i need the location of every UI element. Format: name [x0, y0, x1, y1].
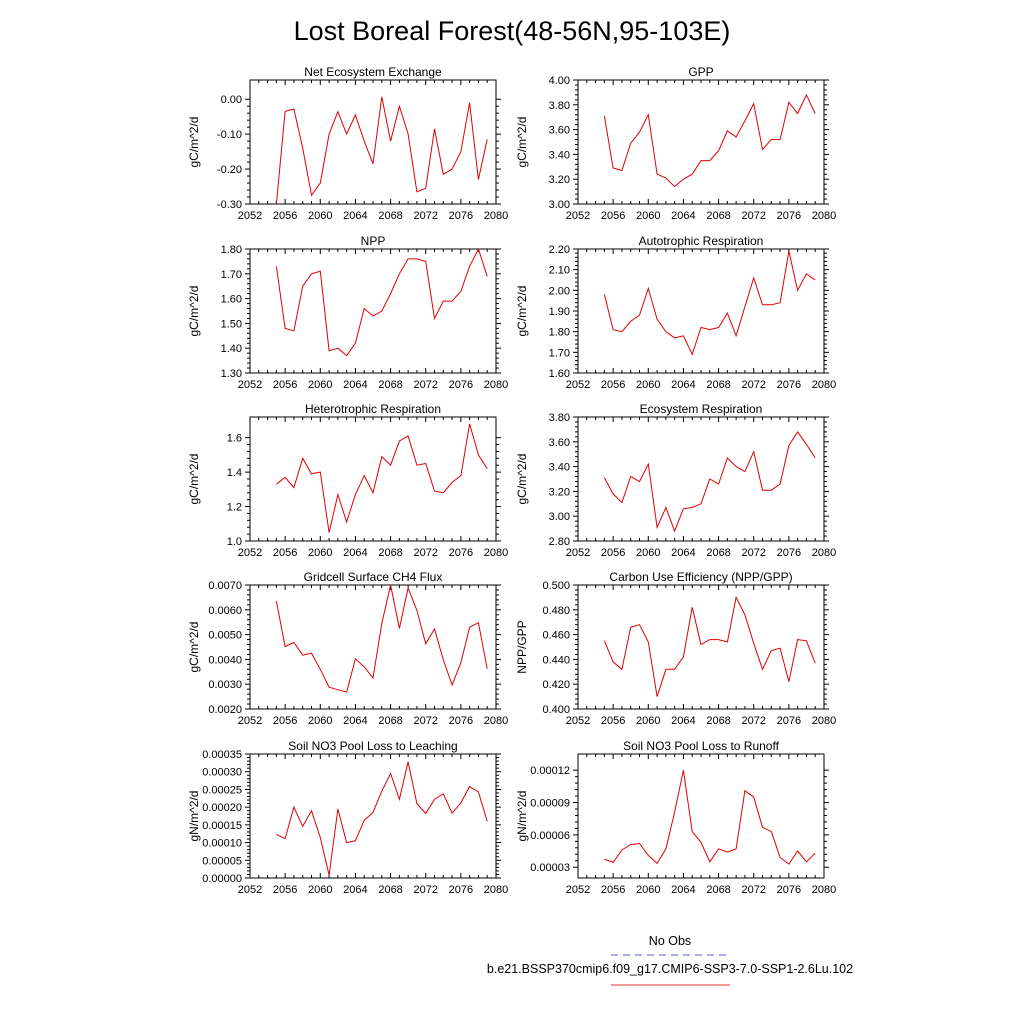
- x-tick-label: 2056: [272, 210, 298, 222]
- plot-frame: [250, 754, 496, 878]
- x-tick-label: 2080: [811, 210, 837, 222]
- panel-title: Soil NO3 Pool Loss to Leaching: [288, 739, 458, 753]
- x-tick-label: 2068: [378, 884, 403, 896]
- x-tick-label: 2072: [741, 210, 766, 222]
- y-tick-label: 0.480: [542, 604, 570, 617]
- y-tick-label: 0.440: [542, 654, 570, 667]
- x-tick-label: 2060: [308, 715, 333, 727]
- x-tick-label: 2060: [308, 379, 333, 391]
- panel-title: Autotrophic Respiration: [638, 234, 764, 248]
- y-tick-label: 0.00020: [202, 802, 242, 815]
- y-tick-label: 0.00003: [530, 862, 570, 875]
- x-tick-label: 2072: [413, 715, 438, 727]
- y-axis-label: gC/m^2/d: [515, 285, 529, 337]
- x-tick-label: 2060: [636, 884, 661, 896]
- x-tick-label: 2076: [776, 547, 802, 559]
- x-tick-label: 2064: [671, 715, 696, 727]
- x-tick-label: 2072: [741, 715, 766, 727]
- y-tick-label: 1.80: [220, 244, 242, 256]
- y-tick-label: -0.20: [216, 164, 242, 177]
- x-tick-label: 2064: [671, 547, 696, 559]
- x-tick-label: 2072: [741, 547, 766, 559]
- panel-title: Soil NO3 Pool Loss to Runoff: [623, 739, 779, 753]
- y-axis-label: gC/m^2/d: [187, 453, 201, 505]
- x-tick-label: 2068: [378, 547, 403, 559]
- x-tick-label: 2056: [272, 884, 298, 896]
- x-tick-label: 2056: [600, 210, 626, 222]
- y-axis-label: gN/m^2/d: [187, 790, 201, 842]
- y-tick-label: 0.500: [542, 580, 570, 592]
- x-tick-label: 2076: [448, 210, 474, 222]
- x-tick-label: 2076: [448, 379, 474, 391]
- y-tick-label: 0.00: [220, 94, 242, 107]
- y-tick-label: 3.20: [548, 174, 570, 187]
- panel-title: Gridcell Surface CH4 Flux: [303, 570, 443, 584]
- y-tick-label: 1.4: [226, 467, 242, 480]
- panel-title: GPP: [688, 65, 714, 79]
- y-tick-label: 1.60: [548, 368, 570, 380]
- y-axis-label: gC/m^2/d: [187, 285, 201, 337]
- y-tick-label: 1.80: [548, 326, 570, 339]
- series-line: [604, 251, 815, 354]
- y-tick-label: 0.0050: [208, 629, 242, 642]
- y-tick-label: 0.00030: [202, 766, 242, 779]
- series-line: [604, 597, 815, 696]
- y-tick-label: 0.0060: [208, 604, 242, 617]
- x-tick-label: 2068: [706, 884, 731, 896]
- y-tick-label: 3.60: [548, 436, 570, 449]
- y-axis-label: gC/m^2/d: [515, 116, 529, 168]
- y-tick-label: 1.70: [548, 347, 570, 360]
- x-tick-label: 2052: [565, 884, 591, 896]
- y-axis-label: gC/m^2/d: [515, 453, 529, 505]
- series-line: [604, 432, 815, 531]
- y-tick-label: 2.00: [548, 285, 570, 298]
- y-tick-label: 1.50: [220, 318, 242, 331]
- x-tick-label: 2052: [237, 379, 263, 391]
- plot-frame: [578, 249, 824, 373]
- figure-title: Lost Boreal Forest(48-56N,95-103E): [293, 16, 731, 46]
- x-tick-label: 2068: [378, 715, 403, 727]
- y-tick-label: 1.0: [226, 536, 242, 548]
- series-line: [276, 249, 487, 356]
- x-tick-label: 2072: [741, 884, 766, 896]
- x-tick-label: 2080: [483, 210, 509, 222]
- y-tick-label: 0.420: [542, 679, 570, 692]
- legend-label-model: b.e21.BSSP370cmip6.f09_g17.CMIP6-SSP3-7.0-SSP1-2.6Lu.102: [486, 962, 854, 976]
- series-line: [276, 585, 487, 692]
- y-tick-label: 0.460: [542, 629, 570, 642]
- x-tick-label: 2072: [741, 379, 766, 391]
- x-tick-label: 2080: [483, 379, 509, 391]
- x-tick-label: 2072: [413, 547, 438, 559]
- panel-4: [187, 402, 508, 559]
- x-tick-label: 2072: [413, 379, 438, 391]
- panel-title: Heterotrophic Respiration: [304, 402, 442, 416]
- plot-frame: [578, 585, 824, 709]
- x-tick-label: 2072: [413, 210, 438, 222]
- y-axis-label: NPP/GPP: [515, 620, 529, 674]
- x-tick-label: 2060: [308, 884, 333, 896]
- y-tick-label: 0.0040: [208, 654, 242, 667]
- x-tick-label: 2068: [378, 210, 403, 222]
- series-line: [276, 424, 487, 533]
- y-tick-label: 3.40: [548, 461, 570, 474]
- y-tick-label: 0.0020: [208, 704, 242, 716]
- y-axis-label: gC/m^2/d: [187, 116, 201, 168]
- legend-label-obs: No Obs: [648, 934, 692, 948]
- panel-5: [515, 402, 836, 559]
- y-tick-label: 0.400: [542, 704, 570, 716]
- y-axis-label: gN/m^2/d: [515, 790, 529, 842]
- y-tick-label: 3.80: [548, 412, 570, 424]
- y-tick-label: 1.30: [220, 368, 242, 380]
- x-tick-label: 2064: [671, 210, 696, 222]
- plot-frame: [578, 80, 824, 204]
- x-tick-label: 2064: [343, 884, 368, 896]
- x-tick-label: 2076: [448, 547, 474, 559]
- y-tick-label: 0.00025: [202, 784, 242, 797]
- x-tick-label: 2076: [448, 884, 474, 896]
- legend: [487, 934, 853, 985]
- x-tick-label: 2052: [565, 379, 591, 391]
- x-tick-label: 2052: [237, 210, 263, 222]
- y-tick-label: 2.80: [548, 536, 570, 548]
- x-tick-label: 2060: [636, 210, 661, 222]
- y-tick-label: 0.0070: [208, 580, 242, 592]
- panel-7: [515, 570, 836, 727]
- x-tick-label: 2080: [483, 715, 509, 727]
- y-tick-label: -0.10: [216, 129, 242, 142]
- y-tick-label: 1.6: [226, 432, 242, 445]
- panel-9: [515, 739, 836, 896]
- panel-title: Ecosystem Respiration: [639, 402, 763, 416]
- panel-title: Net Ecosystem Exchange: [304, 65, 442, 79]
- plot-frame: [250, 585, 496, 709]
- x-tick-label: 2060: [636, 379, 661, 391]
- panel-title: Carbon Use Efficiency (NPP/GPP): [609, 570, 793, 584]
- y-tick-label: 3.40: [548, 149, 570, 162]
- plot-frame: [250, 249, 496, 373]
- panel-6: [187, 570, 508, 727]
- y-tick-label: -0.30: [216, 199, 242, 211]
- y-tick-label: 3.00: [548, 199, 570, 211]
- panel-3: [515, 234, 836, 391]
- y-tick-label: 2.10: [548, 264, 570, 277]
- y-tick-label: 3.20: [548, 486, 570, 499]
- y-tick-label: 0.00006: [530, 829, 570, 842]
- x-tick-label: 2056: [272, 379, 298, 391]
- x-tick-label: 2064: [343, 210, 368, 222]
- x-tick-label: 2056: [600, 379, 626, 391]
- x-tick-label: 2060: [308, 547, 333, 559]
- plot-frame: [250, 80, 496, 204]
- x-tick-label: 2068: [706, 210, 731, 222]
- series-line: [276, 762, 487, 875]
- y-tick-label: 0.00009: [530, 797, 570, 810]
- y-tick-label: 0.00000: [202, 873, 242, 885]
- panel-1: [515, 65, 836, 222]
- x-tick-label: 2076: [776, 715, 802, 727]
- y-axis-label: gC/m^2/d: [187, 621, 201, 673]
- y-tick-label: 0.00012: [530, 765, 570, 778]
- x-tick-label: 2080: [811, 547, 837, 559]
- x-tick-label: 2064: [343, 547, 368, 559]
- x-tick-label: 2076: [776, 884, 802, 896]
- y-tick-label: 0.00035: [202, 749, 242, 761]
- x-tick-label: 2072: [413, 884, 438, 896]
- y-tick-label: 1.2: [226, 501, 242, 514]
- x-tick-label: 2052: [565, 210, 591, 222]
- panel-2: [187, 234, 508, 391]
- y-tick-label: 0.00010: [202, 837, 242, 850]
- y-tick-label: 3.00: [548, 511, 570, 524]
- x-tick-label: 2080: [811, 715, 837, 727]
- x-tick-label: 2064: [343, 379, 368, 391]
- x-tick-label: 2052: [565, 547, 591, 559]
- x-tick-label: 2064: [671, 379, 696, 391]
- x-tick-label: 2064: [343, 715, 368, 727]
- x-tick-label: 2052: [237, 547, 263, 559]
- x-tick-label: 2076: [776, 210, 802, 222]
- x-tick-label: 2052: [237, 715, 263, 727]
- y-tick-label: 1.60: [220, 293, 242, 306]
- x-tick-label: 2052: [237, 884, 263, 896]
- plot-frame: [578, 417, 824, 541]
- x-tick-label: 2080: [483, 884, 509, 896]
- y-tick-label: 2.20: [548, 244, 570, 256]
- x-tick-label: 2060: [636, 715, 661, 727]
- y-tick-label: 3.80: [548, 99, 570, 112]
- panel-0: [187, 65, 508, 222]
- series-line: [604, 95, 815, 187]
- x-tick-label: 2056: [272, 547, 298, 559]
- y-tick-label: 1.70: [220, 268, 242, 281]
- x-tick-label: 2068: [706, 379, 731, 391]
- x-tick-label: 2060: [636, 547, 661, 559]
- series-line: [276, 97, 487, 204]
- y-tick-label: 0.00005: [202, 855, 242, 868]
- y-tick-label: 4.00: [548, 75, 570, 87]
- series-line: [604, 770, 815, 864]
- panel-title: NPP: [360, 234, 386, 248]
- x-tick-label: 2052: [565, 715, 591, 727]
- x-tick-label: 2080: [483, 547, 509, 559]
- y-tick-label: 3.60: [548, 124, 570, 137]
- x-tick-label: 2056: [272, 715, 298, 727]
- panel-8: [187, 739, 508, 896]
- panels-group: [187, 65, 836, 896]
- x-tick-label: 2076: [776, 379, 802, 391]
- x-tick-label: 2080: [811, 884, 837, 896]
- x-tick-label: 2080: [811, 379, 837, 391]
- x-tick-label: 2068: [378, 379, 403, 391]
- x-tick-label: 2056: [600, 715, 626, 727]
- x-tick-label: 2068: [706, 547, 731, 559]
- x-tick-label: 2064: [671, 884, 696, 896]
- x-tick-label: 2056: [600, 884, 626, 896]
- y-tick-label: 1.90: [548, 306, 570, 318]
- y-tick-label: 0.00015: [202, 819, 242, 832]
- y-tick-label: 0.0030: [208, 679, 242, 692]
- y-tick-label: 1.40: [220, 343, 242, 356]
- x-tick-label: 2068: [706, 715, 731, 727]
- x-tick-label: 2056: [600, 547, 626, 559]
- x-tick-label: 2060: [308, 210, 333, 222]
- x-tick-label: 2076: [448, 715, 474, 727]
